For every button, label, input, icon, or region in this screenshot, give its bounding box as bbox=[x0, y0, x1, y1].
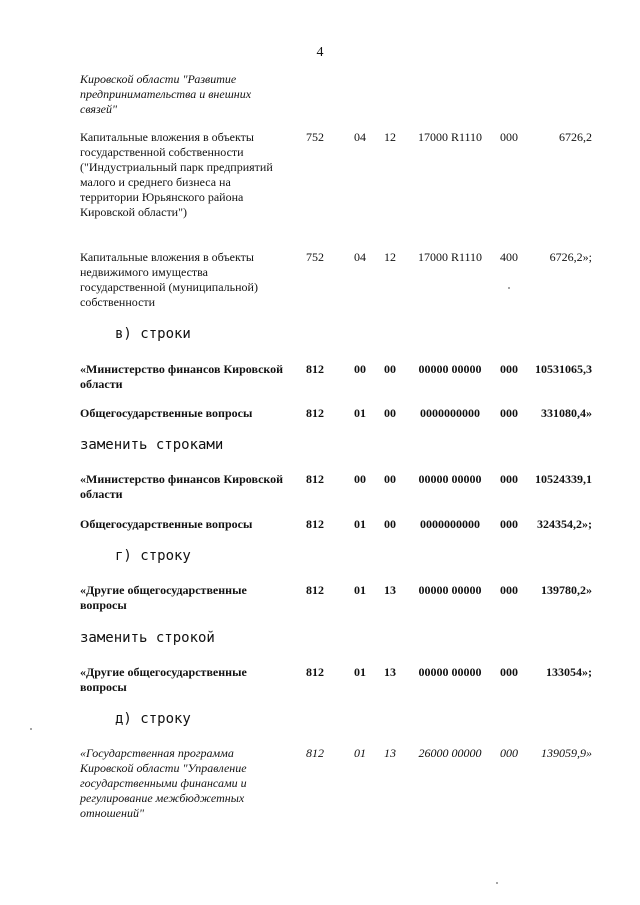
code-section: 00 bbox=[354, 362, 366, 376]
code-ministry: 812 bbox=[306, 406, 324, 420]
row-name: Капитальные вложения в объекты недвижимого имущества государственной (муниципальной) собственности bbox=[80, 250, 258, 309]
replace-rows-note: заменить строками bbox=[80, 437, 224, 453]
code-target: 26000 00000 bbox=[418, 746, 482, 760]
scan-speck bbox=[30, 728, 32, 730]
code-subsection: 00 bbox=[384, 406, 396, 420]
amount: 10531065,3 bbox=[535, 362, 592, 376]
scan-speck bbox=[496, 882, 498, 884]
code-ministry: 812 bbox=[306, 746, 324, 760]
code-section: 01 bbox=[354, 406, 366, 420]
code-target: 00000 00000 bbox=[418, 583, 482, 597]
code-target: 0000000000 bbox=[420, 517, 480, 531]
code-expense-type: 000 bbox=[500, 746, 518, 760]
code-section: 01 bbox=[354, 583, 366, 597]
row-name: «Другие общегосударственные вопросы bbox=[80, 665, 247, 694]
intro-fragment: Кировской области "Развитие предпринимательства и внешних связей" bbox=[80, 72, 252, 116]
section-heading-d: д) строку bbox=[115, 711, 191, 727]
code-target: 00000 00000 bbox=[418, 362, 482, 376]
code-target: 00000 00000 bbox=[418, 472, 482, 486]
code-expense-type: 000 bbox=[500, 517, 518, 531]
code-target: 17000 R1110 bbox=[417, 130, 483, 144]
replace-row-note: заменить строкой bbox=[80, 630, 215, 646]
code-expense-type: 000 bbox=[500, 362, 518, 376]
amount: 10524339,1 bbox=[535, 472, 592, 486]
row-name: Общегосударственные вопросы bbox=[80, 517, 253, 531]
code-subsection: 12 bbox=[384, 130, 396, 144]
code-subsection: 00 bbox=[384, 517, 396, 531]
amount: 133054»; bbox=[546, 665, 592, 679]
code-ministry: 812 bbox=[306, 517, 324, 531]
amount: 139780,2» bbox=[541, 583, 592, 597]
code-section: 01 bbox=[354, 517, 366, 531]
row-name: Общегосударственные вопросы bbox=[80, 406, 253, 420]
code-expense-type: 000 bbox=[500, 130, 518, 144]
code-target: 17000 R1110 bbox=[417, 250, 483, 264]
amount: 6726,2 bbox=[559, 130, 592, 144]
amount: 324354,2»; bbox=[537, 517, 592, 531]
code-section: 04 bbox=[354, 130, 366, 144]
code-subsection: 00 bbox=[384, 362, 396, 376]
page-number: 4 bbox=[316, 45, 324, 60]
code-subsection: 00 bbox=[384, 472, 396, 486]
code-section: 04 bbox=[354, 250, 366, 264]
code-section: 00 bbox=[354, 472, 366, 486]
row-name: «Другие общегосударственные вопросы bbox=[80, 583, 247, 612]
row-name: «Государственная программа Кировской области "Управление государственными финансами и регулирование межбюджетных отношений" bbox=[80, 746, 247, 820]
row-name: «Министерство финансов Кировской области bbox=[80, 362, 284, 391]
code-expense-type: 000 bbox=[500, 665, 518, 679]
code-target: 0000000000 bbox=[420, 406, 480, 420]
row-name: Капитальные вложения в объекты государственной собственности ("Индустриальный парк предприятий малого и среднего бизнеса на территории Юрьянского района Кировской области") bbox=[80, 130, 273, 219]
code-expense-type: 000 bbox=[500, 472, 518, 486]
code-ministry: 812 bbox=[306, 472, 324, 486]
code-ministry: 752 bbox=[306, 250, 324, 264]
code-ministry: 812 bbox=[306, 583, 324, 597]
amount: 139059,9» bbox=[541, 746, 592, 760]
code-subsection: 13 bbox=[384, 665, 396, 679]
code-expense-type: 400 bbox=[500, 250, 518, 264]
code-section: 01 bbox=[354, 665, 366, 679]
section-heading-v: в) строки bbox=[115, 326, 191, 342]
row-name: «Министерство финансов Кировской области bbox=[80, 472, 284, 501]
section-heading-g: г) строку bbox=[115, 548, 191, 564]
code-ministry: 812 bbox=[306, 362, 324, 376]
code-subsection: 13 bbox=[384, 583, 396, 597]
code-target: 00000 00000 bbox=[418, 665, 482, 679]
scan-speck bbox=[508, 287, 510, 289]
code-ministry: 812 bbox=[306, 665, 324, 679]
amount: 331080,4» bbox=[541, 406, 592, 420]
code-expense-type: 000 bbox=[500, 406, 518, 420]
code-subsection: 13 bbox=[384, 746, 396, 760]
amount: 6726,2»; bbox=[549, 250, 592, 264]
code-expense-type: 000 bbox=[500, 583, 518, 597]
code-section: 01 bbox=[354, 746, 366, 760]
code-subsection: 12 bbox=[384, 250, 396, 264]
code-ministry: 752 bbox=[306, 130, 324, 144]
